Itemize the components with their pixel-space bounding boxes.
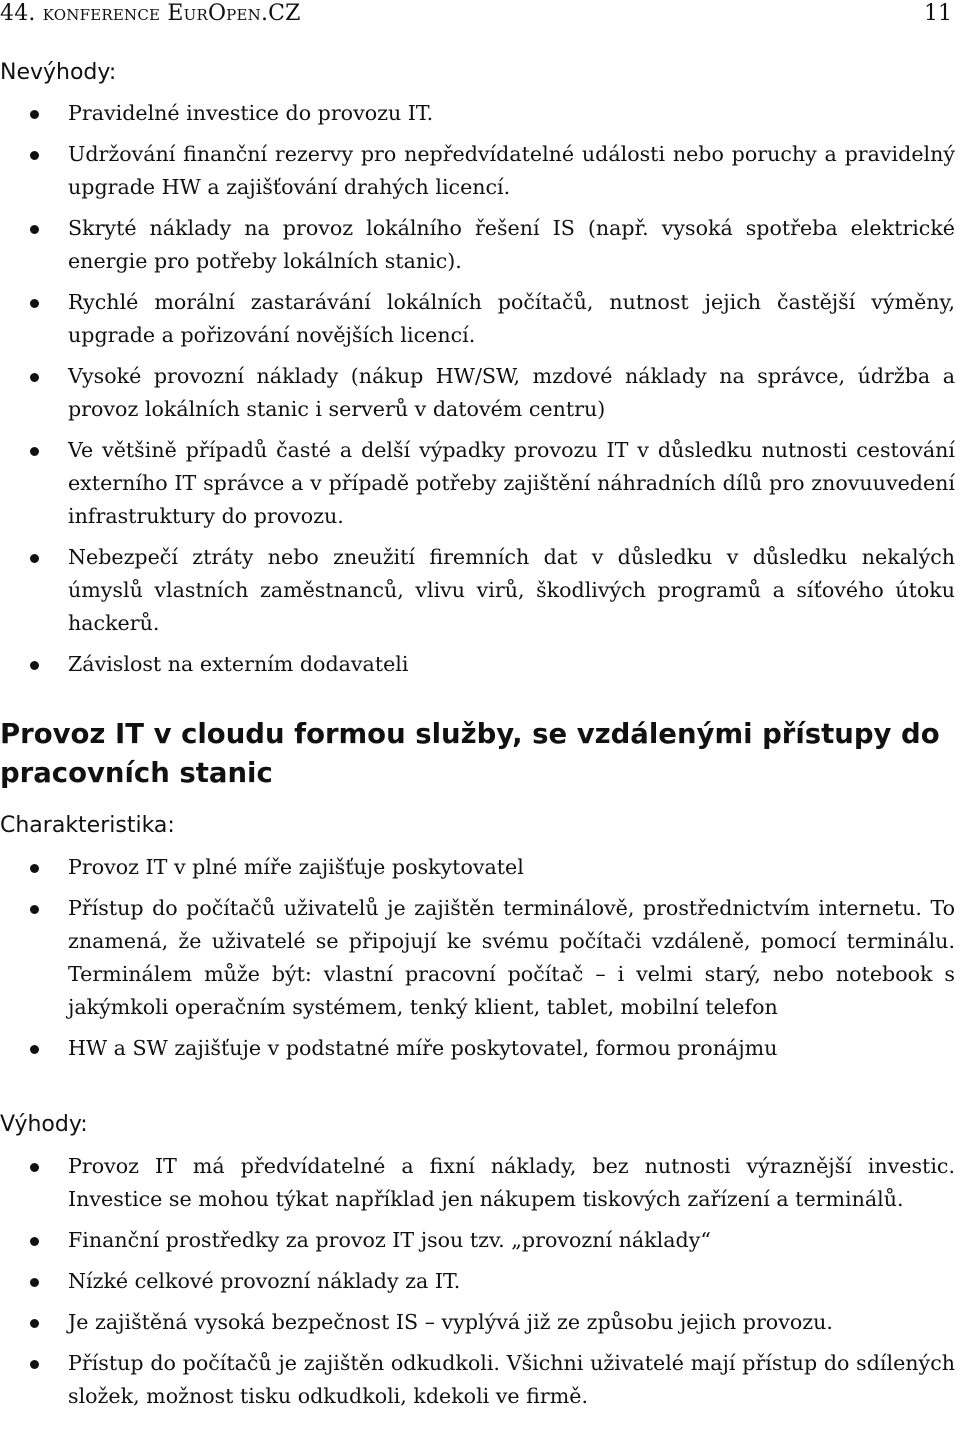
list-item (0, 892, 955, 1024)
list-item-text: Vysoké provozní náklady (nákup HW/SW, mzdové náklady na správce, údržba a provoz lokálních stanic i serverů v datovém centru) (68, 364, 955, 421)
list-item (0, 541, 955, 640)
advantages-label: Výhody: (0, 1112, 88, 1137)
list-item (0, 97, 955, 130)
bullet-icon (30, 299, 39, 308)
bullet-icon (30, 151, 39, 160)
list-item-text: Přístup do počítačů uživatelů je zajištěn terminálově, prostřednictvím internetu. To znamená, že uživatelé se připojují ke svému počítači vzdáleně, pomocí terminálu. Terminálem může být: vlastní pracovní počítač – i velmi starý, nebo notebook s jakýmkoli operačním systémem, tenký klient, tablet, mobilní telefon (68, 896, 955, 1019)
bullet-icon (30, 1163, 39, 1172)
list-item (0, 212, 955, 278)
list-item (0, 1265, 955, 1298)
list-item-text: Závislost na externím dodavateli (68, 652, 409, 676)
header-title: 44. konference EurOpen.CZ (0, 1, 301, 26)
list-item (0, 434, 955, 533)
list-item-text: Provoz IT má předvídatelné a fixní náklady, bez nutnosti výraznější investic. Investice se mohou týkat například jen nákupem tiskových zařízení a terminálů. (68, 1154, 955, 1211)
list-item-text: Nebezpečí ztráty nebo zneužití firemních dat v důsledku v důsledku nekalých úmyslů vlastních zaměstnanců, vlivu virů, škodlivých programů a síťového útoku hackerů. (68, 545, 955, 635)
bullet-icon (30, 1045, 39, 1054)
bullet-icon (30, 1319, 39, 1328)
list-item (0, 360, 955, 426)
list-item-text: Provoz IT v plné míře zajišťuje poskytovatel (68, 855, 524, 879)
bullet-icon (30, 554, 39, 563)
list-item-text: HW a SW zajišťuje v podstatné míře poskytovatel, formou pronájmu (68, 1036, 778, 1060)
bullet-icon (30, 447, 39, 456)
bullet-icon (30, 905, 39, 914)
bullet-icon (30, 864, 39, 873)
section-heading: Provoz IT v cloudu formou služby, se vzdálenými přístupy do pracovních stanic (0, 718, 940, 789)
bullet-icon (30, 1237, 39, 1246)
list-item (0, 286, 955, 352)
list-item (0, 1032, 955, 1065)
list-item-text: Finanční prostředky za provoz IT jsou tzv. „provozní náklady“ (68, 1228, 711, 1252)
characteristics-list (0, 851, 955, 1065)
list-item-text: Rychlé morální zastarávání lokálních počítačů, nutnost jejich častější výměny, upgrade a pořizování novějších licencí. (68, 290, 955, 347)
list-item (0, 1150, 955, 1216)
list-item (0, 1306, 955, 1339)
advantages-list (0, 1150, 955, 1413)
list-item-text: Udržování finanční rezervy pro nepředvídatelné události nebo poruchy a pravidelný upgrade HW a zajišťování drahých licencí. (68, 142, 955, 199)
bullet-icon (30, 661, 39, 670)
list-item (0, 138, 955, 204)
disadvantages-list (0, 97, 955, 681)
bullet-icon (30, 110, 39, 119)
list-item-text: Pravidelné investice do provozu IT. (68, 101, 434, 125)
list-item (0, 1347, 955, 1413)
bullet-icon (30, 1360, 39, 1369)
list-item-text: Přístup do počítačů je zajištěn odkudkoli. Všichni uživatelé mají přístup do sdílených složek, možnost tisku odkudkoli, kdekoli ve firmě. (68, 1351, 955, 1408)
bullet-icon (30, 373, 39, 382)
list-item-text: Skryté náklady na provoz lokálního řešení IS (např. vysoká spotřeba elektrické energie pro potřeby lokálních stanic). (68, 216, 955, 273)
bullet-icon (30, 225, 39, 234)
list-item-text: Nízké celkové provozní náklady za IT. (68, 1269, 461, 1293)
running-header (0, 0, 952, 30)
list-item (0, 648, 955, 681)
list-item-text: Je zajištěná vysoká bezpečnost IS – vyplývá již ze způsobu jejich provozu. (68, 1310, 833, 1334)
bullet-icon (30, 1278, 39, 1287)
list-item (0, 851, 955, 884)
list-item-text: Ve většině případů časté a delší výpadky provozu IT v důsledku nutnosti cestování externího IT správce a v případě potřeby zajištění náhradních dílů pro znovuuvedení infrastruktury do provozu. (68, 438, 955, 528)
disadvantages-label: Nevýhody: (0, 60, 117, 85)
characteristics-label: Charakteristika: (0, 813, 175, 838)
list-item (0, 1224, 955, 1257)
page-number: 11 (924, 1, 952, 26)
